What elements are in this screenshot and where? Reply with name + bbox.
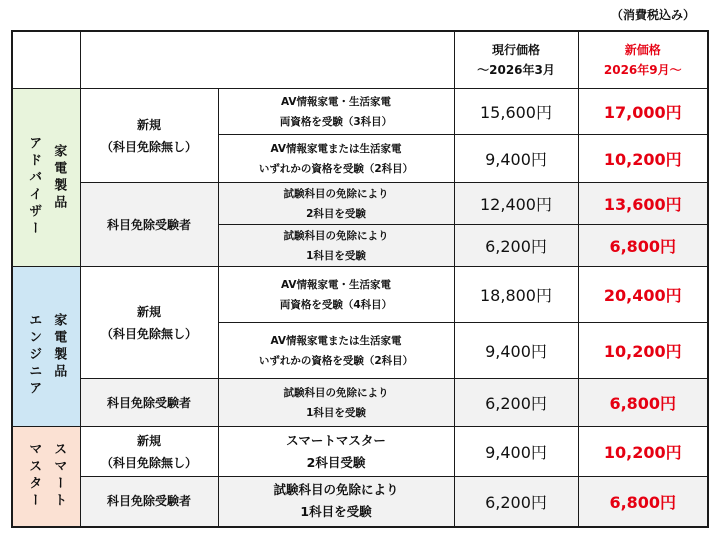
category-sub-label: スマート [51, 442, 67, 511]
new-price: 6,800円 [578, 379, 708, 427]
group-label-exempt [80, 477, 218, 527]
current-price: 9,400円 [454, 323, 578, 379]
category-sub-label: 家電製品 [51, 143, 67, 212]
new-price: 20,400円 [578, 267, 708, 323]
condition-cell [218, 225, 454, 267]
condition-cell [218, 323, 454, 379]
condition-line2: 2科目を受験 [306, 207, 366, 220]
group-label-line1: 新規 [136, 117, 161, 132]
table-row [12, 183, 708, 225]
new-price-header-line1: 新価格 [624, 43, 661, 57]
group-label-exempt [80, 379, 218, 427]
category-main-label: エンジニア [26, 313, 42, 398]
header-row [12, 31, 708, 89]
category-engineer [12, 267, 80, 427]
new-price: 10,200円 [578, 135, 708, 183]
category-adviser [12, 89, 80, 267]
category-sub-label: 家電製品 [51, 312, 67, 381]
condition-cell [218, 477, 454, 527]
current-price: 9,400円 [454, 135, 578, 183]
table-row [12, 89, 708, 135]
group-label-line1: 科目免除受験者 [106, 217, 191, 232]
current-price: 15,600円 [454, 89, 578, 135]
current-price-header [454, 31, 578, 89]
condition-line1: 試験科目の免除により [283, 187, 389, 200]
condition-line2: いずれかの資格を受験（2科目） [258, 354, 414, 367]
current-price: 12,400円 [454, 183, 578, 225]
condition-line1: 試験科目の免除により [283, 229, 389, 242]
table-row [12, 267, 708, 323]
condition-line2: 2科目受験 [306, 454, 366, 470]
condition-cell [218, 267, 454, 323]
condition-cell [218, 427, 454, 477]
group-label-new [80, 427, 218, 477]
new-price-header-line2: 2026年9月～ [603, 63, 682, 77]
tax-note: （消費税込み） [611, 8, 696, 22]
category-main-label: アドバイザー [26, 135, 42, 238]
condition-line2: 1科目を受験 [300, 504, 372, 520]
header-blank-cell-2 [80, 31, 454, 89]
condition-line2: いずれかの資格を受験（2科目） [258, 162, 414, 175]
group-label-line1: 科目免除受験者 [106, 494, 191, 509]
current-price-header-line1: 現行価格 [491, 43, 540, 57]
current-price: 9,400円 [454, 427, 578, 477]
new-price: 10,200円 [578, 323, 708, 379]
group-label-exempt [80, 183, 218, 267]
table-row [12, 477, 708, 527]
group-label-line1: 新規 [136, 304, 161, 319]
new-price-header [578, 31, 708, 89]
condition-line1: スマートマスター [286, 432, 386, 448]
group-label-line1: 科目免除受験者 [106, 395, 191, 410]
condition-line1: 試験科目の免除により [273, 482, 399, 498]
new-price: 17,000円 [578, 89, 708, 135]
table-row [12, 427, 708, 477]
condition-line2: 1科目を受験 [306, 249, 366, 262]
condition-cell [218, 379, 454, 427]
condition-line1: AV情報家電・生活家電 [280, 278, 392, 291]
header-blank-cell [12, 31, 80, 89]
current-price: 6,200円 [454, 225, 578, 267]
condition-line1: 試験科目の免除により [283, 386, 389, 399]
current-price: 6,200円 [454, 379, 578, 427]
condition-line2: 両資格を受験（4科目） [279, 298, 393, 311]
condition-cell [218, 135, 454, 183]
group-label-new [80, 267, 218, 379]
category-smart-master [12, 427, 80, 527]
condition-line1: AV情報家電または生活家電 [270, 334, 402, 347]
current-price-header-line2: ～2026年3月 [477, 63, 555, 77]
current-price: 6,200円 [454, 477, 578, 527]
condition-cell [218, 89, 454, 135]
condition-line2: 両資格を受験（3科目） [279, 115, 393, 128]
condition-line2: 1科目を受験 [306, 406, 366, 419]
category-main-label: マスター [26, 442, 42, 511]
condition-line1: AV情報家電・生活家電 [280, 95, 392, 108]
price-table [11, 30, 709, 528]
condition-line1: AV情報家電または生活家電 [270, 142, 402, 155]
condition-cell [218, 183, 454, 225]
current-price: 18,800円 [454, 267, 578, 323]
group-label-new [80, 89, 218, 183]
new-price: 6,800円 [578, 225, 708, 267]
group-label-line1: 新規 [136, 433, 161, 448]
group-label-line2: （科目免除無し） [100, 455, 197, 470]
group-label-line2: （科目免除無し） [100, 139, 197, 154]
new-price: 6,800円 [578, 477, 708, 527]
group-label-line2: （科目免除無し） [100, 326, 197, 341]
table-row [12, 379, 708, 427]
new-price: 10,200円 [578, 427, 708, 477]
new-price: 13,600円 [578, 183, 708, 225]
